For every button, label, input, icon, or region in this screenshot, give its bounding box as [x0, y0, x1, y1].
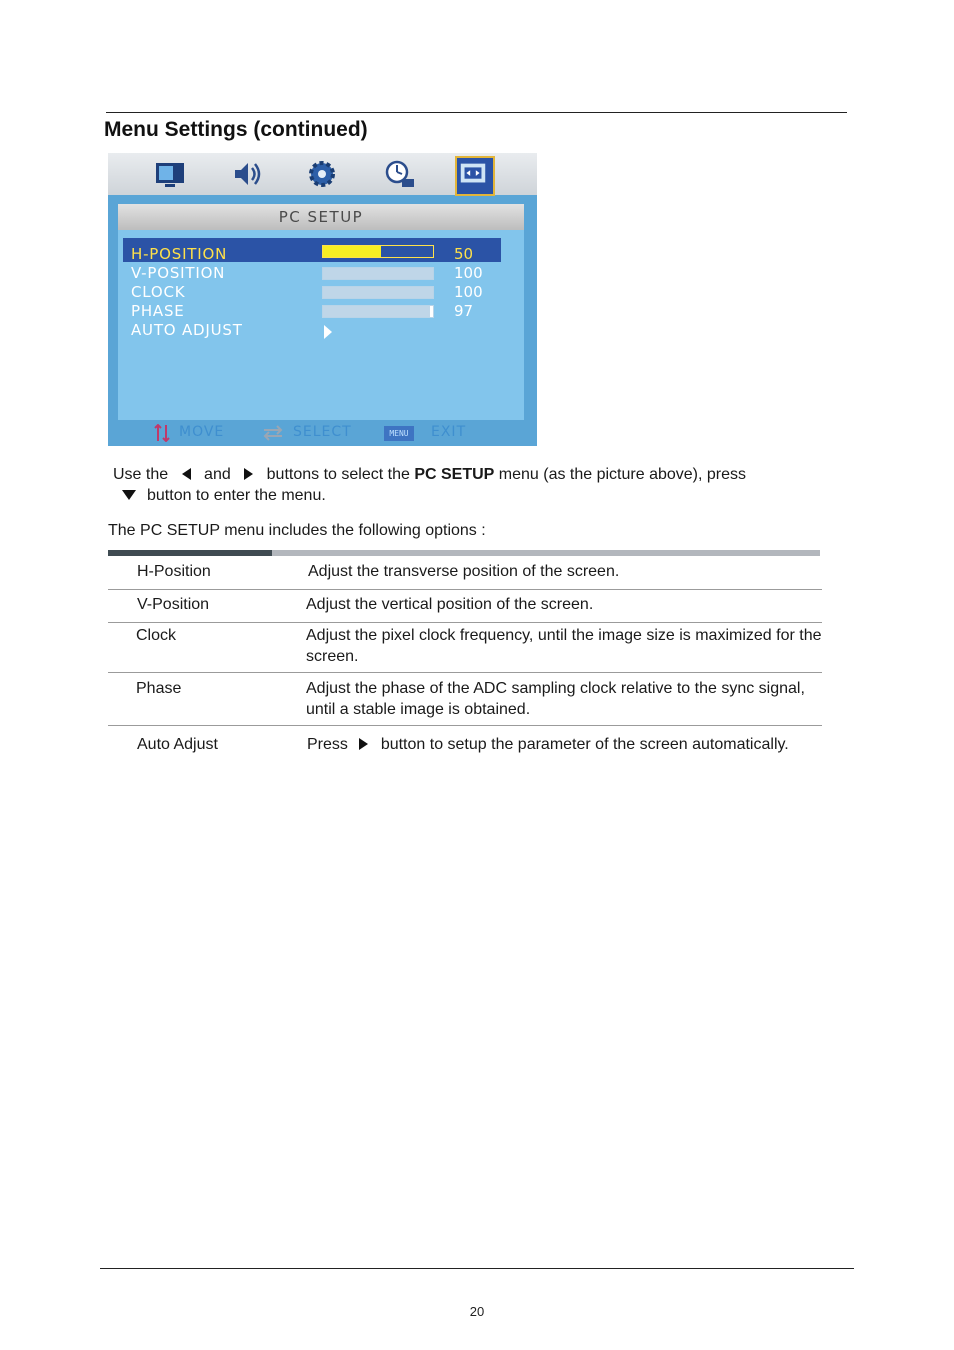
speaker-icon — [231, 157, 265, 191]
table-header-bar-light — [272, 550, 820, 556]
osd-bar-clock[interactable] — [322, 286, 434, 299]
osd-item-phase[interactable]: PHASE — [131, 302, 185, 320]
left-arrow-icon — [182, 468, 191, 480]
option-desc-auto-adjust — [307, 734, 789, 755]
option-name-phase: Phase — [136, 680, 182, 697]
instruction-bold: PC SETUP — [414, 466, 495, 483]
osd-footer-menu-key: MENU — [384, 426, 414, 441]
clock-icon — [383, 157, 417, 191]
gear-icon — [305, 157, 339, 191]
osd-value-h-position: 50 — [454, 245, 474, 263]
option-desc-h-position: Adjust the transverse position of the screen. — [308, 563, 620, 580]
row-divider — [108, 672, 822, 673]
section-heading: Menu Settings (continued) — [104, 118, 368, 141]
instruction-text: button to enter the menu. — [147, 487, 326, 504]
instruction-line-1 — [113, 466, 746, 484]
option-desc-phase: Adjust the phase of the ADC sampling clock relative to the sync signal, until a stable image is obtained. — [306, 680, 805, 718]
osd-value-phase: 97 — [454, 302, 474, 320]
row-divider — [108, 725, 822, 726]
osd-footer-move: MOVE — [179, 424, 225, 440]
page-number: 20 — [469, 1304, 485, 1319]
osd-item-auto-adjust[interactable]: AUTO ADJUST — [131, 321, 243, 339]
down-arrow-icon — [122, 490, 136, 500]
instruction-text: Use the — [113, 466, 169, 483]
picture-icon — [153, 157, 187, 191]
option-desc-clock: Adjust the pixel clock frequency, until the image size is maximized for the screen. — [306, 627, 822, 665]
bottom-rule — [100, 1268, 854, 1269]
osd-bar-h-position[interactable] — [322, 245, 434, 258]
right-arrow-icon — [244, 468, 253, 480]
osd-item-h-position[interactable]: H-POSITION — [131, 245, 228, 263]
osd-item-clock[interactable]: CLOCK — [131, 283, 186, 301]
osd-right-arrow-icon — [324, 325, 332, 339]
option-name-auto-adjust: Auto Adjust — [137, 736, 218, 753]
osd-item-v-position[interactable]: V-POSITION — [131, 264, 226, 282]
option-desc-v-position: Adjust the vertical position of the screen. — [306, 596, 594, 613]
osd-menu-screenshot — [108, 153, 537, 446]
instruction-text: buttons to select the — [266, 466, 410, 483]
top-rule — [106, 112, 847, 113]
osd-footer-select: SELECT — [293, 424, 352, 440]
osd-footer — [108, 421, 537, 446]
instruction-text: and — [204, 466, 231, 483]
osd-bar-fill — [323, 306, 430, 317]
osd-icon-bar — [108, 153, 537, 195]
option-name-h-position: H-Position — [137, 563, 211, 580]
osd-bar-fill — [323, 246, 381, 257]
options-intro: The PC SETUP menu includes the following options : — [108, 522, 486, 539]
instruction-line-2 — [122, 487, 326, 505]
osd-bar-v-position[interactable] — [322, 267, 434, 280]
right-arrow-icon — [359, 738, 368, 750]
option-desc-text: Press — [307, 736, 348, 753]
osd-title: PC SETUP — [278, 208, 364, 226]
row-divider — [108, 622, 822, 623]
osd-value-v-position: 100 — [454, 264, 483, 282]
osd-value-clock: 100 — [454, 283, 483, 301]
osd-bar-fill — [323, 287, 433, 298]
select-icon — [262, 424, 284, 442]
osd-bar-fill — [323, 268, 433, 279]
osd-bar-phase[interactable] — [322, 305, 434, 318]
option-desc-text: button to setup the parameter of the screen automatically. — [380, 736, 789, 753]
row-divider — [108, 589, 822, 590]
instruction-text: menu (as the picture above), press — [494, 466, 747, 483]
table-header-bar-dark — [108, 550, 272, 556]
move-icon — [154, 424, 170, 442]
option-name-v-position: V-Position — [137, 596, 210, 613]
option-name-clock: Clock — [136, 627, 177, 644]
osd-footer-exit: EXIT — [431, 424, 467, 440]
osd-title-bar — [118, 204, 524, 230]
pc-setup-icon — [455, 156, 495, 196]
